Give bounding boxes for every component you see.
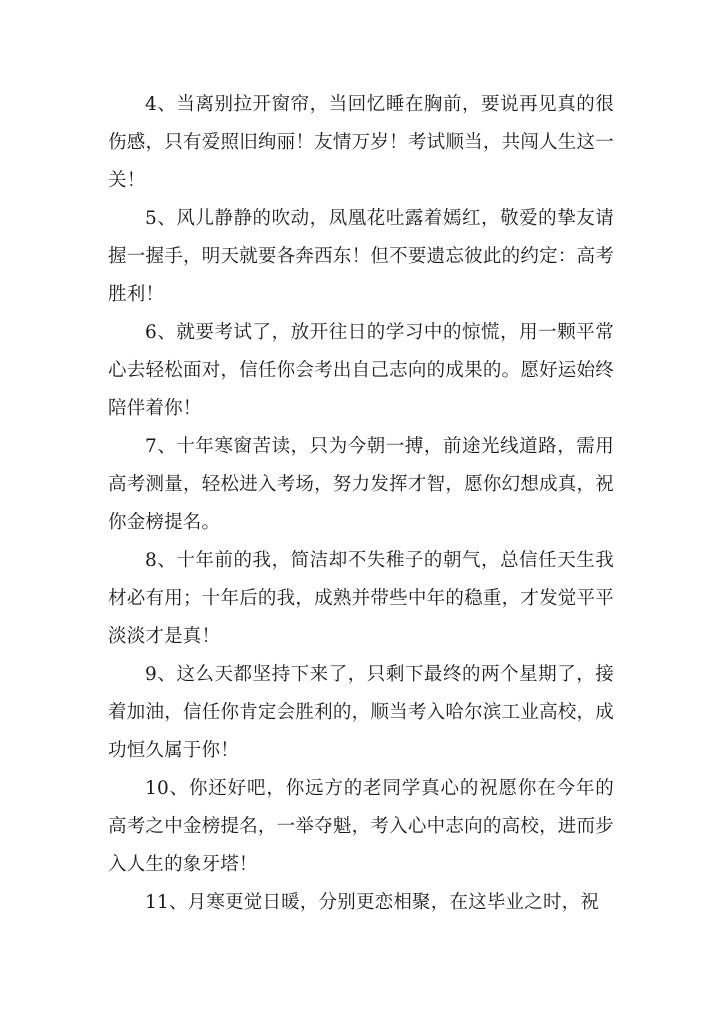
document-page <box>108 86 614 922</box>
paragraph-11: 11、月寒更觉日暖，分别更恋相聚，在这毕业之时，祝 <box>145 892 600 913</box>
paragraph-10: 10、你还好吧，你远方的老同学真心的祝愿你在今年的高考之中金榜提名，一举夺魁，考入心中志向的高校，进而步入人生的象牙塔！ <box>108 778 614 875</box>
paragraph-9: 9、这么天都坚持下来了，只剩下最终的两个星期了，接着加油，信任你肯定会胜利的，顺当考入哈尔滨工业高校，成功恒久属于你！ <box>108 664 614 761</box>
paragraph-6: 6、就要考试了，放开往日的学习中的惊慌，用一颗平常心去轻松面对，信任你会考出自己志向的成果的。愿好运始终陪伴着你！ <box>108 322 614 419</box>
paragraph-7: 7、十年寒窗苦读，只为今朝一搏，前途光线道路，需用高考测量，轻松进入考场，努力发挥才智，愿你幻想成真，祝你金榜提名。 <box>108 436 614 533</box>
paragraph-5: 5、风儿静静的吹动，凤凰花吐露着嫣红，敬爱的挚友请握一握手，明天就要各奔西东！但不要遗忘彼此的约定：高考胜利！ <box>108 208 614 305</box>
paragraph-4: 4、当离别拉开窗帘，当回忆睡在胸前，要说再见真的很伤感，只有爱照旧绚丽！友情万岁！考试顺当，共闯人生这一关！ <box>108 94 614 191</box>
paragraph-8: 8、十年前的我，简洁却不失稚子的朝气，总信任天生我材必有用；十年后的我，成熟并带些中年的稳重，才发觉平平淡淡才是真！ <box>108 550 614 647</box>
